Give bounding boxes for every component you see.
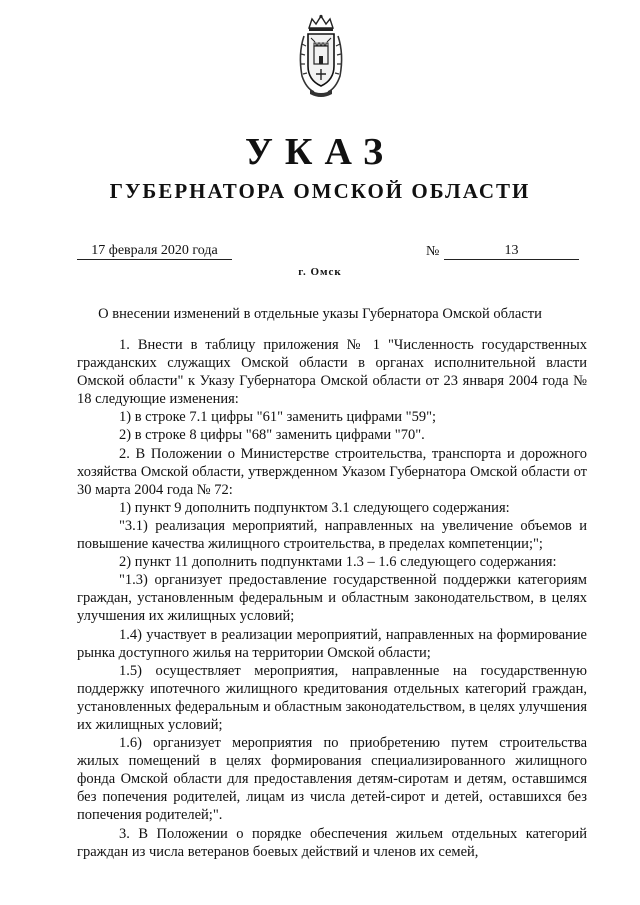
paragraph: 1.6) организует мероприятия по приобретению путем строительства жилых помещений в целях формирования специализированного жилищного фонда Омской области для предоставления детям-сиротам и детям, оставшимся без попечения родителей, лицам из числа детей-сирот и детей, оставшихся без попечения родителей;". bbox=[77, 735, 587, 824]
number-label: № bbox=[426, 244, 440, 259]
city-label: г. Омск bbox=[298, 266, 342, 278]
paragraph: 2) в строке 8 цифры "68" заменить цифрами "70". bbox=[119, 427, 425, 444]
paragraph: 1) пункт 9 дополнить подпунктом 3.1 следующего содержания: bbox=[119, 499, 510, 516]
coat-of-arms-icon bbox=[296, 14, 346, 98]
paragraph: 2. В Положении о Министерстве строительства, транспорта и дорожного хозяйства Омской области, утвержденном Указом Губернатора Омской области от 30 марта 2004 года № 72: bbox=[77, 445, 587, 498]
paragraph: 1) в строке 7.1 цифры "61" заменить цифрами "59"; bbox=[119, 409, 437, 426]
paragraph: 2) пункт 11 дополнить подпунктами 1.3 – 1.6 следующего содержания: bbox=[119, 554, 557, 571]
paragraph: "3.1) реализация мероприятий, направленных на увеличение объемов и повышение качества жилищного строительства, в пределах компетенции;"; bbox=[77, 517, 587, 553]
issuer-title: ГУБЕРНАТОРА ОМСКОЙ ОБЛАСТИ bbox=[109, 179, 531, 203]
paragraph: 1.5) осуществляет мероприятия, направленные на государственную поддержку ипотечного жилищного кредитования отдельных категорий граждан, установленных федеральным и областным законодательством, в целях улучшения их жилищных условий; bbox=[77, 662, 587, 733]
paragraph: 1.4) участвует в реализации мероприятий, направленных на формирование рынка доступного жилья на территории Омской области; bbox=[77, 626, 587, 661]
document-body bbox=[77, 336, 587, 861]
document-date: 17 февраля 2020 года bbox=[77, 243, 232, 260]
document-number: 13 bbox=[444, 243, 579, 260]
document-type-title: УКАЗ bbox=[245, 131, 395, 173]
document-subject: О внесении изменений в отдельные указы Губернатора Омской области bbox=[98, 306, 542, 322]
paragraph: "1.3) организует предоставление государственной поддержки категориям граждан, установленным федеральным и областным законодательством, в целях улучшения их жилищных условий; bbox=[77, 572, 587, 625]
paragraph: 1. Внести в таблицу приложения № 1 "Численность государственных гражданских служащих Омской области в органах исполнительной власти Омской области" к Указу Губернатора Омской области от 23 января 2004 года № 18 следующие изменения: bbox=[77, 337, 587, 408]
paragraph: 3. В Положении о порядке обеспечения жильем отдельных категорий граждан из числа ветеранов боевых действий и членов их семей, bbox=[77, 825, 587, 860]
